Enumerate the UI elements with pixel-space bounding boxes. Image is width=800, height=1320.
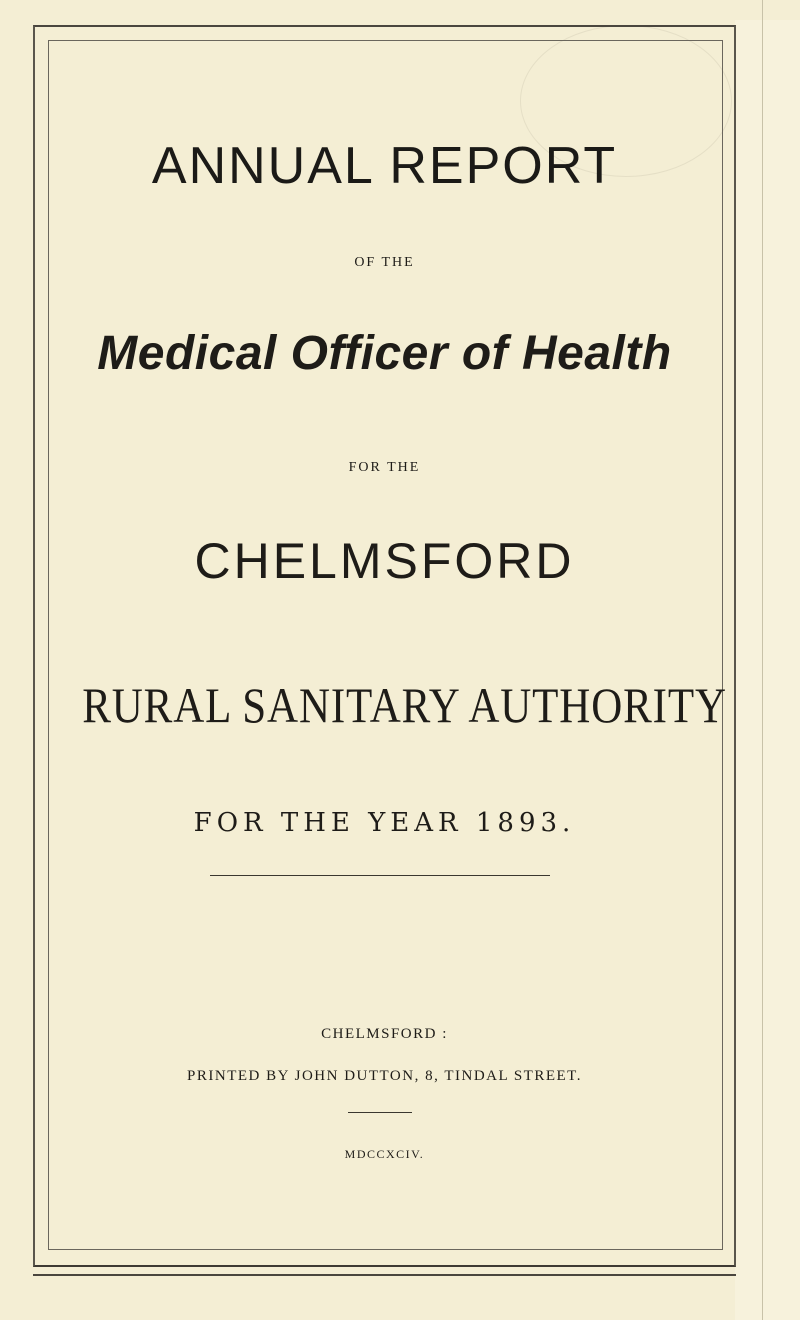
imprint-date: MDCCXCIV. xyxy=(344,1147,425,1161)
subject-heading: Medical Officer of Health xyxy=(97,327,672,380)
short-divider-rule xyxy=(348,1112,412,1113)
authority-heading: RURAL SANITARY AUTHORITY xyxy=(82,677,727,733)
divider-rule xyxy=(210,875,550,876)
for-the-line: FOR THE xyxy=(348,460,421,475)
page-edge xyxy=(735,20,800,1320)
of-the-line: OF THE xyxy=(354,255,415,270)
imprint-printer: PRINTED BY JOHN DUTTON, 8, TINDAL STREET. xyxy=(187,1068,582,1084)
year-line: FOR THE YEAR 1893. xyxy=(193,808,576,838)
page-fold-line xyxy=(762,0,763,1320)
bottom-rule xyxy=(33,1274,736,1276)
report-title: ANNUAL REPORT xyxy=(151,137,618,195)
place-heading: CHELMSFORD xyxy=(194,533,575,589)
imprint-place: CHELMSFORD : xyxy=(321,1026,448,1042)
